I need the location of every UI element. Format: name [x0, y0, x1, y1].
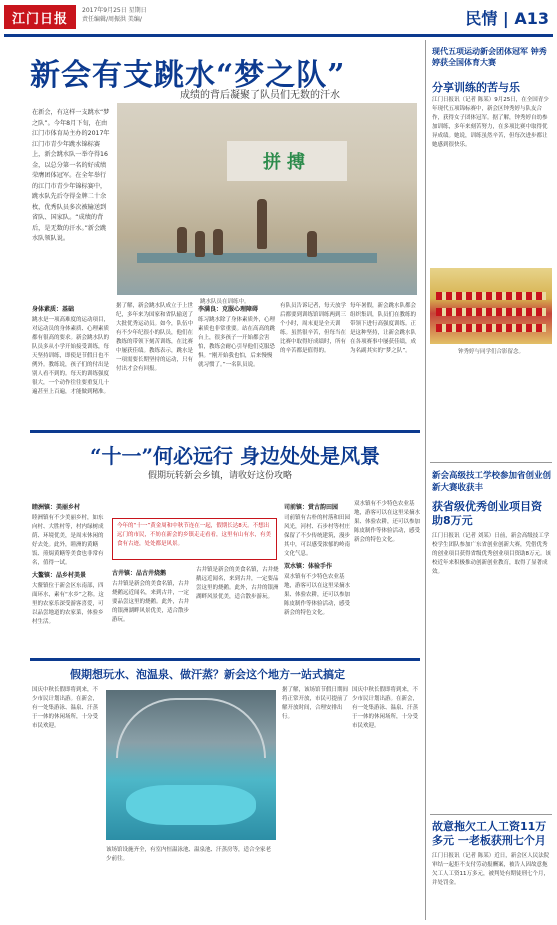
right-story1-photo-caption: 钟秀婷与同学们合影留念。: [458, 349, 525, 355]
header-meta: [82, 6, 147, 24]
column-text: 跳水是一项高难度的运动项目，对运动员的身体素质、心理素质都有很高的要求。新会跳水队的队员多从小学开始接受训练，每天坚持训练，即使是节假日也不例外。教练说，孩子们的付出是别人看不到的。每天的训练强度很大，一个动作往往要重复几十遍甚至上百遍，才能做到精准。: [32, 317, 110, 395]
story3-photo: [106, 690, 276, 840]
diver-figure: [307, 231, 317, 257]
column-text: 有队员告诉记者，每天放学后都要到训练馆训练两到三个小时，周末更是全天训练。虽然很辛苦，但每当在比赛中取得好成绩时，所有的辛苦都是值得的。: [280, 303, 346, 354]
photo-banner: 拼搏: [227, 141, 347, 181]
story1-column: [116, 302, 194, 422]
story1-photo: [117, 103, 417, 295]
column-text: 古井镇是新会的美食名镇，古井烧鹅远近闻名，来到古井，一定要品尝这里的烧鹅。此外，古井的银洲湖畔风景优美，适合散步游玩。: [112, 581, 190, 623]
story2-column: [112, 566, 192, 652]
column-heading: 大鳌镇：品乡村美景: [32, 572, 87, 579]
story3-column: [32, 686, 102, 916]
section-title: 民情 | A13: [465, 9, 549, 28]
story2-column: [354, 500, 420, 650]
column-heading: 身体素质：基础: [32, 306, 75, 313]
column-text: 睦洲镇有不少美丽乡村，如东向村、大胜村等，村内绿树成荫、环境优美，是周末休闲的好去处。此外，睦洲的黄鳝饭、煎焗黄鳝等美食也非常有名，值得一试。: [32, 515, 104, 566]
story1-subhead: 成绩的背后凝聚了队员们无数的汗水: [180, 90, 340, 101]
story3-column: [352, 686, 420, 916]
right-story1-headline: 分享训练的苦与乐: [432, 81, 520, 94]
story2-subhead: 假期玩转新会乡镇，请收好这份攻略: [148, 471, 293, 481]
column-text: 国庆中秋长假即将到来，不少市民计划出游。在新会，有一处集游泳、温泉、汗蒸于一体的休闲场所，十分受市民欢迎。: [352, 687, 419, 729]
diver-figure: [213, 229, 223, 255]
column-heading: 李满良：克服心理障碍: [198, 306, 259, 313]
diver-figure: [195, 231, 205, 257]
right-story2-body: [432, 532, 552, 810]
column-rule: [425, 40, 426, 920]
right-story2-kicker: 新会高级技工学校参加省创业创新大赛收获丰: [432, 471, 552, 493]
story1-photo-caption: 跳水队员在训练中。: [200, 299, 250, 305]
story1-column: [32, 302, 112, 422]
story1-column: [198, 302, 276, 422]
column-text: 据了解，新会跳水队成立于上世纪，多年来为国家和省队输送了大批优秀运动员。如今，队伍中有不少年纪很小的队员，他们在教练的带领下刻苦训练，在比赛中屡获佳绩。教练表示，跳水是一项需要长期坚持的运动，只有付出才会有回报。: [116, 303, 194, 372]
right-story2-headline: 获省级优秀创业项目资助8万元: [432, 500, 542, 527]
story1-column: [280, 302, 346, 422]
diver-figure: [177, 227, 187, 253]
column-text: 该场馆设施齐全，有室内恒温泳池、温泉池、汗蒸房等，适合全家老少前往。: [106, 847, 272, 862]
story2-column: [196, 566, 280, 652]
right-story1-photo: [430, 268, 552, 344]
column-text: 双水镇有不少特色农业基地，游客可以在这里采摘水果、体验农耕，还可以参加陈皮制作等体验活动，感受新会的特色文化。: [284, 574, 350, 616]
column-text: 江门日报讯（记者 陈某）近日，新会区人民法院审结一起拒不支付劳动报酬案，被告人因故意拖欠工人工资11万多元，被判处有期徒刑七个月，并处罚金。: [432, 853, 550, 886]
section-divider: [430, 814, 552, 815]
column-text: 练习跳水除了身体素质外，心理素质也非常重要。站在高高的跳台上，很多孩子一开始都会害怕，教练会耐心引导他们克服恐惧。“刚开始我也怕，后来慢慢就习惯了。”一名队员说。: [198, 317, 276, 368]
page-header: [0, 0, 557, 38]
column-text: 古井镇是新会的美食名镇，古井烧鹅远近闻名，来到古井，一定要品尝这里的烧鹅。此外，古井的银洲湖畔风景优美，适合散步游玩。: [196, 567, 279, 600]
story2-column: [32, 500, 108, 650]
column-text: 大鳌镇位于新会区东南部，四面环水，素有“水乡”之称。这里的农家乐深受游客喜爱，可以品尝地道的农家菜，体验乡村生活。: [32, 583, 104, 625]
column-text: 司前镇有古朴的村落和田园风光，河村、石步村等村庄保留了不少传统建筑，漫步其中，可以感受浓郁的岭南文化气息。: [284, 515, 350, 557]
section-divider: [430, 462, 552, 463]
crowd-row: [436, 324, 546, 332]
story1-headline: 新会有支跳水“梦之队”: [30, 58, 346, 93]
crowd-row: [436, 308, 546, 316]
column-text: 据了解，该场馆节假日期间将正常开放，市民可提前了解开放时间，合理安排出行。: [282, 687, 348, 720]
right-story3-body: [432, 852, 552, 920]
story3-column: [106, 846, 276, 916]
story1-lead: 在新会，有这样一支跳水“梦之队”。今年8月下旬，在由江门市体育局主办的2017年江门市青少年跳水锦标赛上，新会跳水队一举夺得16金，以总分第一名的好成绩荣膺团体冠军。在全年举行的江门市青少年锦标赛中，跳水队先后夺得金牌二十余枚，优秀队员多次被输送到省队、国家队。“成绩的背后，是无数的汗水。”新会跳水队领队说。: [32, 109, 110, 242]
story3-column: [282, 686, 348, 916]
column-heading: 双水镇：体验手作: [284, 563, 333, 570]
column-heading: 古井镇：品古井烧鹅: [112, 570, 167, 577]
column-text: 每年暑假，新会跳水队都会组织集训，队员们在教练的带领下进行高强度训练。正是这种坚持，让新会跳水队在各项赛事中屡获佳绩，成为名副其实的“梦之队”。: [350, 303, 417, 354]
story2-quote-box: 今年的“十一”黄金周和中秋节连在一起，假期长达8天。不想出远门的市民，不妨在新会的乡镇走走看看，这里有山有水，有美食有古迹，处处都是风景。: [112, 518, 277, 560]
header-editor: 责任编辑/周振洪 美编/: [82, 16, 142, 23]
column-heading: 睦洲镇：美丽乡村: [32, 504, 81, 511]
column-text: 双水镇有不少特色农业基地，游客可以在这里采摘水果、体验农耕，还可以参加陈皮制作等体验活动，感受新会的特色文化。: [354, 501, 420, 543]
diving-board: [137, 253, 377, 263]
right-story3-headline: 故意拖欠工人工资11万多元 一老板获刑七个月: [432, 820, 547, 847]
right-story1-body: [432, 96, 552, 264]
story2-column: [284, 500, 350, 650]
header-date: 2017年9月25日 星期日: [82, 7, 147, 14]
story1-column: [350, 302, 418, 422]
header-rule: [4, 34, 553, 37]
pool-dome: [116, 698, 266, 758]
diver-figure: [257, 199, 267, 249]
story3-headline: 假期想玩水、泡温泉、做汗蒸？新会这个地方一站式搞定: [70, 668, 345, 681]
crowd-row: [436, 292, 546, 300]
story2-headline: “十一”何必远行 身边处处是风景: [90, 444, 380, 468]
section-divider: [30, 430, 420, 433]
right-story1-kicker: 现代五项运动新会团体冠军 钟秀婷获全国体育大赛: [432, 47, 547, 67]
section-divider: [30, 658, 420, 661]
column-heading: 司前镇：赏古韵田园: [284, 504, 339, 511]
pool-water: [126, 785, 256, 825]
column-text: 国庆中秋长假即将到来，不少市民计划出游。在新会，有一处集游泳、温泉、汗蒸于一体的休闲场所，十分受市民欢迎。: [32, 687, 99, 729]
column-text: 江门日报讯（记者 陈某）9月25日，在全国青少年现代五项锦标赛中，新会区钟秀婷与队友合作，获得女子团体冠军。据了解，钟秀婷自幼参加训练，多年来刻苦努力，在多项比赛中取得优异成绩。她说，训练虽然辛苦，但每次进步都让她感到很快乐。: [432, 97, 549, 148]
newspaper-logo: 江门日报: [4, 5, 76, 29]
column-text: 江门日报讯（记者 刘某）日前，新会高级技工学校学生团队参加广东省创业创新大赛，凭借优秀的创业项目获得省级优秀创业项目资助8万元。该校近年来积极推动创新创业教育，取得了显著成效。: [432, 533, 552, 575]
